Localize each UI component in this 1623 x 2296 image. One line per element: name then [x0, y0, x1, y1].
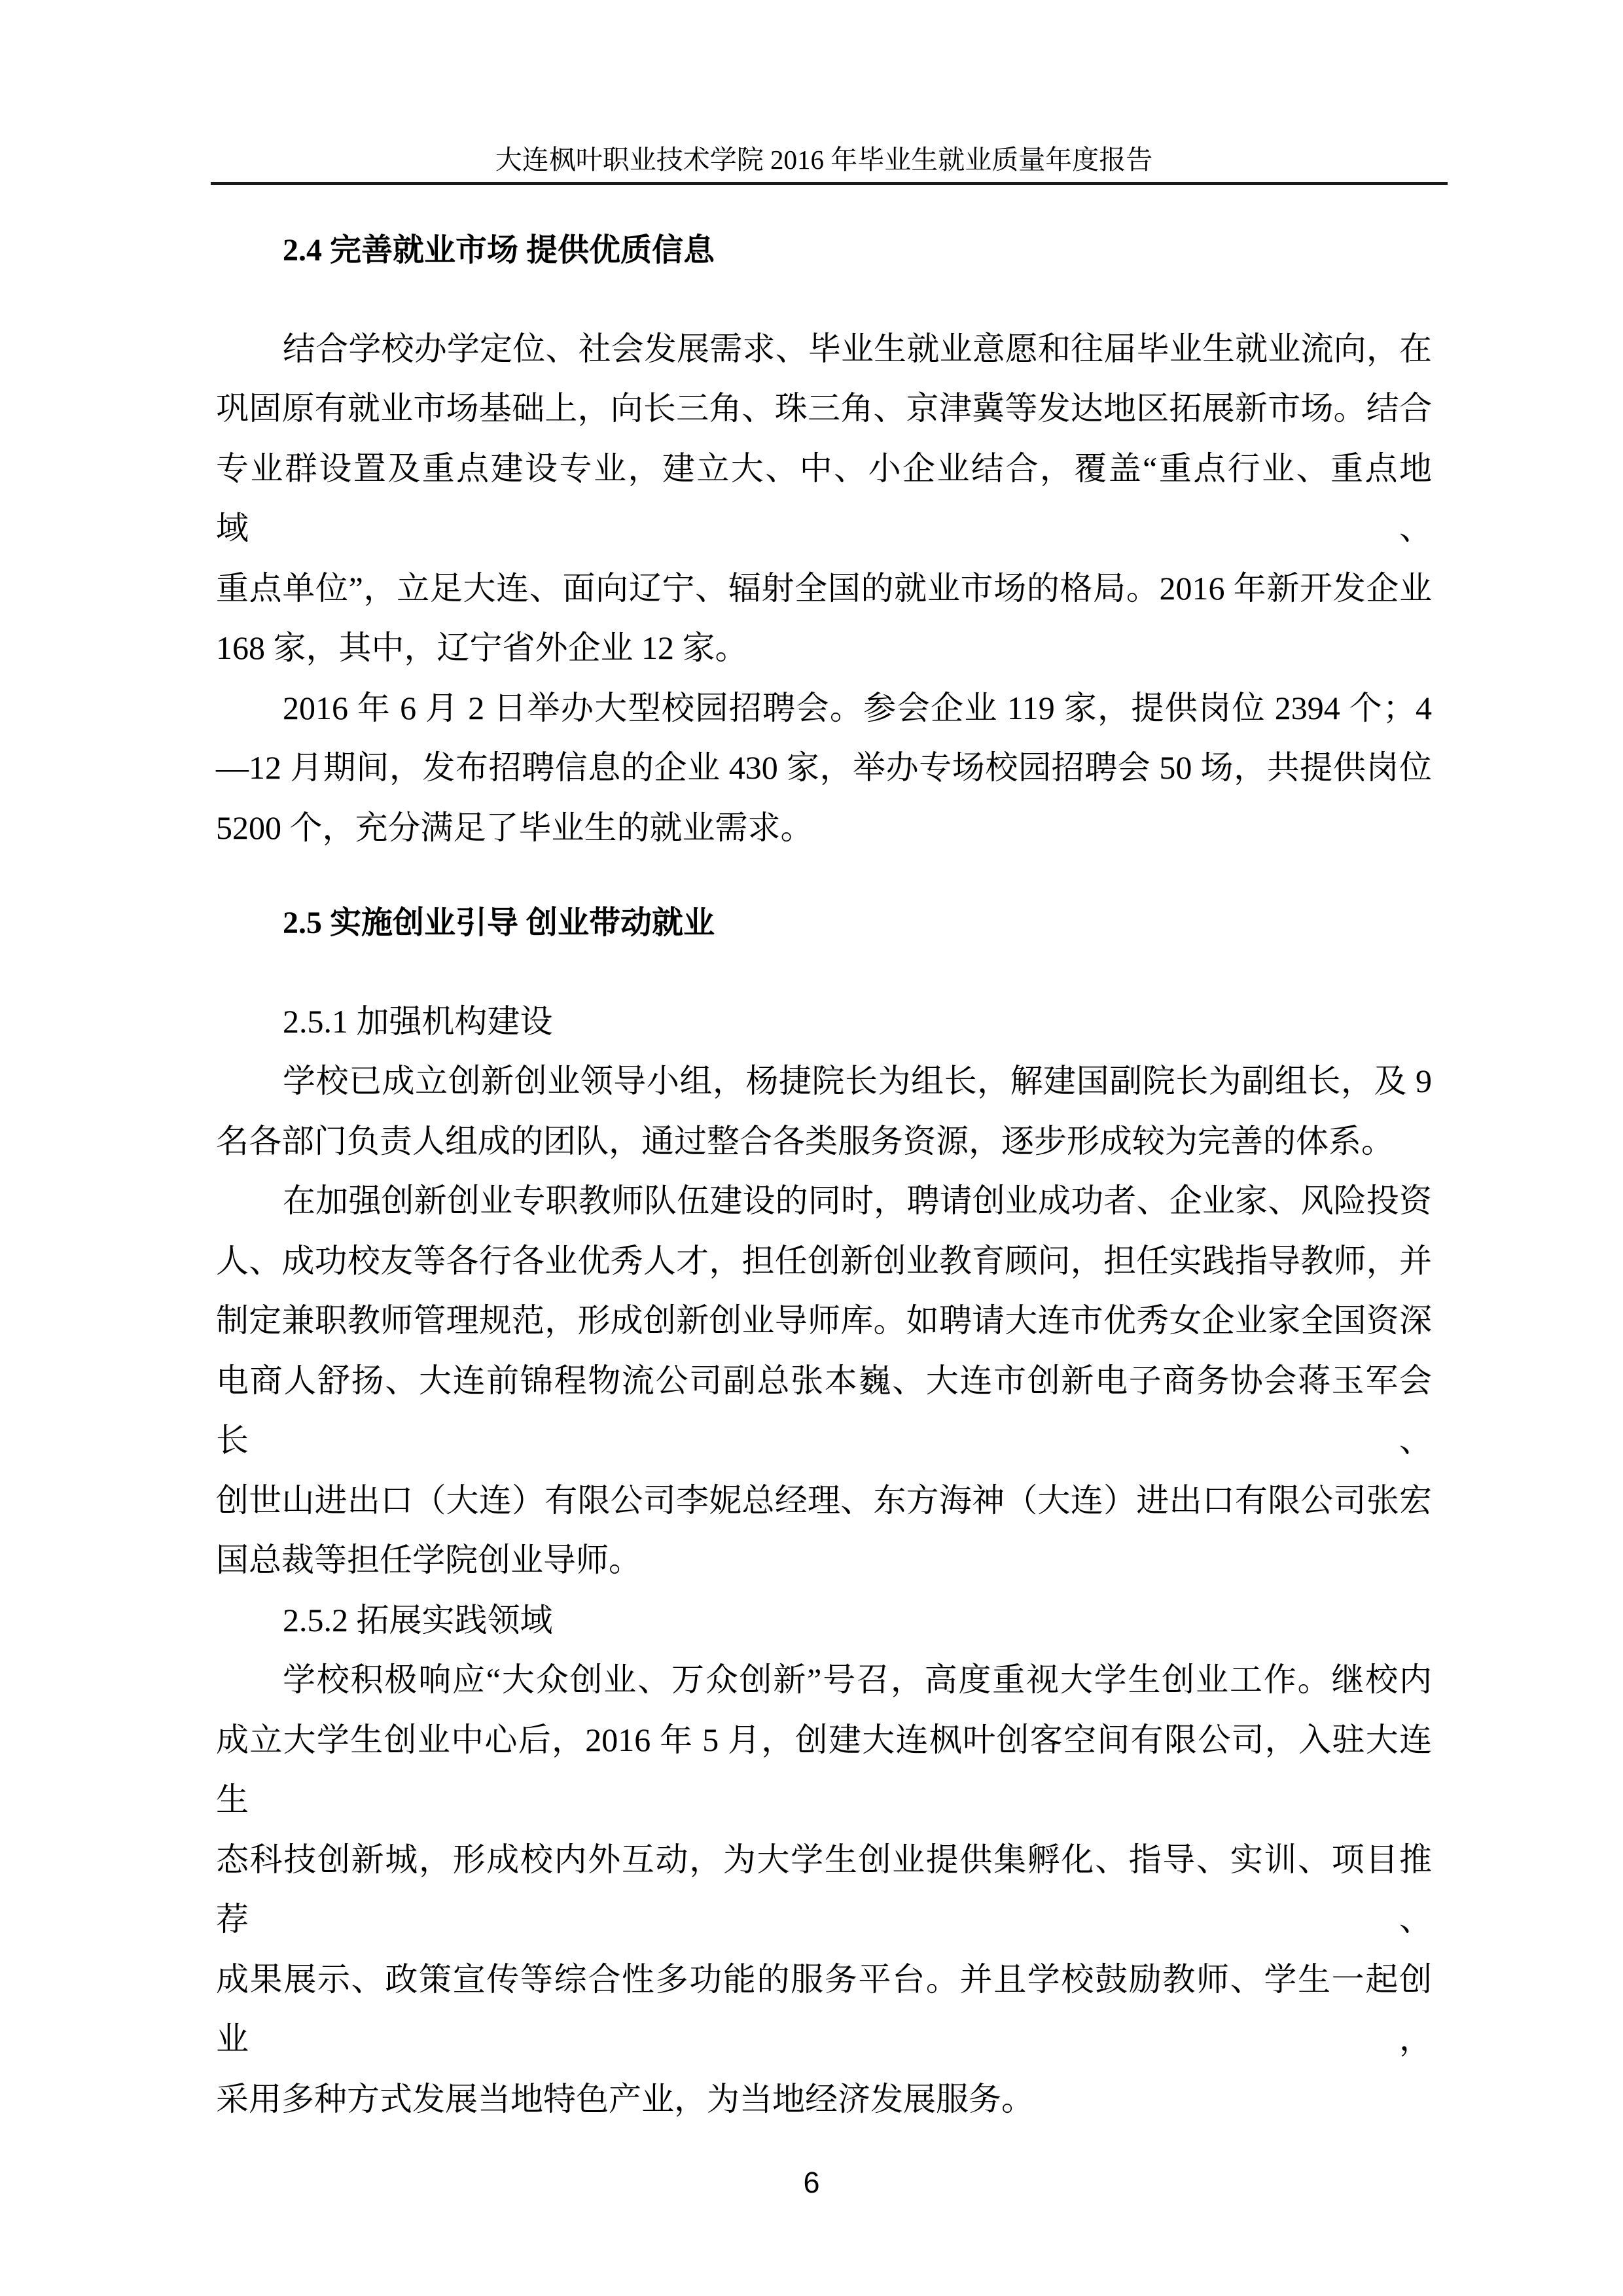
paragraph-mentor-pool	[216, 1171, 1432, 1591]
text-line: 专业群设置及重点建设专业，建立大、中、小企业结合，覆盖“重点行业、重点地域、	[216, 450, 1432, 546]
text-line: 学校积极响应“大众创业、万众创新”号召，高度重视大学生创业工作。继校内	[283, 1661, 1432, 1698]
page-header-title: 大连枫叶职业技术学院 2016 年毕业生就业质量年度报告	[495, 145, 1153, 175]
page-number: 6	[803, 2166, 820, 2199]
text-line: 采用多种方式发展当地特色产业，为当地经济发展服务。	[216, 2080, 1034, 2117]
text-line: 成果展示、政策宣传等综合性多功能的服务平台。并且学校鼓励教师、学生一起创业，	[216, 1960, 1432, 2057]
text-line: 巩固原有就业市场基础上，向长三角、珠三角、京津冀等发达地区拓展新市场。结合	[216, 390, 1432, 427]
paragraph-market-expansion	[216, 319, 1432, 679]
text-line: 电商人舒扬、大连前锦程物流公司副总张本巍、大连市创新电子商务协会蒋玉军会长、	[216, 1362, 1432, 1458]
section-heading-2-5: 2.5 实施创业引导 创业带动就业	[283, 906, 715, 940]
text-line: 人、成功校友等各行各业优秀人才，担任创新创业教育顾问，担任实践指导教师，并	[216, 1242, 1432, 1279]
text-line: 结合学校办学定位、社会发展需求、毕业生就业意愿和往届毕业生就业流向，在	[283, 330, 1432, 367]
text-line: 5200 个，充分满足了毕业生的就业需求。	[216, 809, 813, 846]
text-line: 制定兼职教师管理规范，形成创新创业导师库。如聘请大连市优秀女企业家全国资深	[216, 1302, 1432, 1339]
paragraph-practice-platform	[216, 1650, 1432, 2129]
text-line: 成立大学生创业中心后，2016 年 5 月，创建大连枫叶创客空间有限公司，入驻大连生	[216, 1721, 1432, 1818]
text-line: 168 家，其中，辽宁省外企业 12 家。	[216, 629, 748, 666]
text-line: 2016 年 6 月 2 日举办大型校园招聘会。参会企业 119 家，提供岗位 2394 个；4	[283, 689, 1432, 726]
paragraph-leadership-group	[216, 1051, 1432, 1171]
text-line: —12 月期间，发布招聘信息的企业 430 家，举办专场校园招聘会 50 场，共提供岗位	[216, 749, 1432, 786]
subsection-heading-2-5-2: 2.5.2 拓展实践领域	[283, 1601, 553, 1638]
text-line: 态科技创新城，形成校内外互动，为大学生创业提供集孵化、指导、实训、项目推荐、	[216, 1841, 1432, 1937]
paragraph-job-fair	[216, 679, 1432, 858]
text-line: 重点单位”，立足大连、面向辽宁、辐射全国的就业市场的格局。2016 年新开发企业	[216, 569, 1432, 607]
text-line: 在加强创新创业专职教师队伍建设的同时，聘请创业成功者、企业家、风险投资	[283, 1182, 1432, 1219]
section-heading-2-4: 2.4 完善就业市场 提供优质信息	[283, 233, 715, 268]
text-line: 学校已成立创新创业领导小组，杨捷院长为组长，解建国副院长为副组长，及 9	[283, 1063, 1432, 1099]
text-line: 创世山进出口（大连）有限公司李妮总经理、东方海神（大连）进出口有限公司张宏	[216, 1481, 1432, 1519]
text-line: 国总裁等担任学院创业导师。	[216, 1542, 641, 1578]
page-content	[216, 185, 1432, 2129]
text-line: 名各部门负责人组成的团队，通过整合各类服务资源，逐步形成较为完善的体系。	[216, 1122, 1394, 1159]
subsection-heading-2-5-1: 2.5.1 加强机构建设	[283, 1002, 553, 1040]
